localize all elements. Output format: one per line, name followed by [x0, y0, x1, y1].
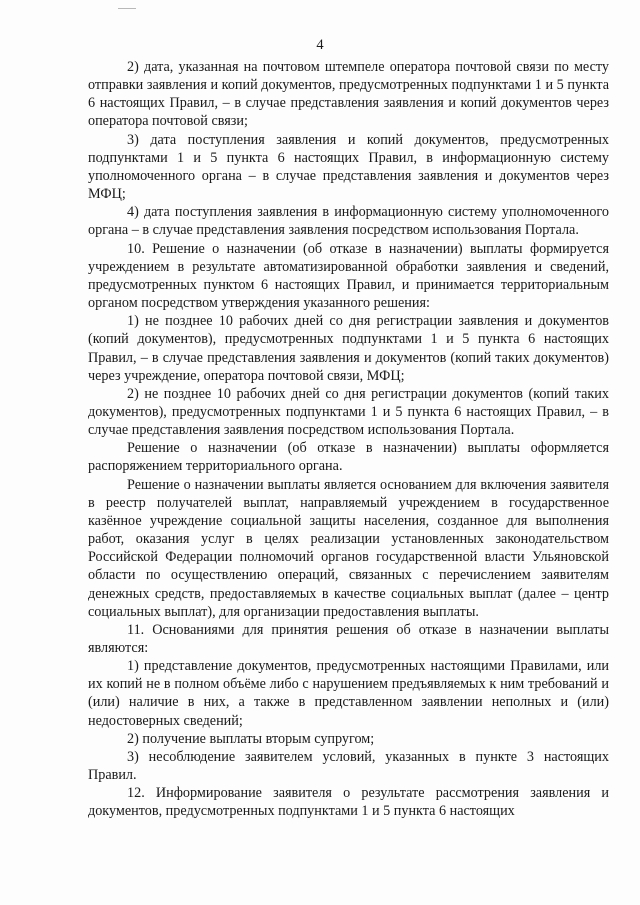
paragraph-decision-registry: Решение о назначении выплаты является основанием для включения заявителя в реестр получателей выплат, направляемый учреждением в государственное казённое учреждение социальной защиты населения, созданное для выполнения работ, оказания услуг в целях реализации установленных законодательством Российской Федерации полномочий органов государственной власти Ульяновской области по осуществлению операций, связанных с перечислением заявителям денежных средств, предоставляемых в качестве социальных выплат (далее – центр социальных выплат), для организации предоставления выплаты.	[88, 476, 609, 620]
paragraph-section-11-item-1: 1) представление документов, предусмотренных настоящими Правилами, или их копий не в полном объёме либо с нарушением предъявляемых к ним требований и (или) наличие в них, а также в представленном заявлении неполных и (или) недостоверных сведений;	[88, 658, 609, 729]
paragraph-item-3-mfc-date: 3) дата поступления заявления и копий документов, предусмотренных подпунктами 1 и 5 пункта 6 настоящих Правил, в информационную систему уполномоченного органа – в случае представления заявления и документов через МФЦ;	[88, 131, 609, 203]
page-number: 4	[316, 37, 324, 53]
paragraph-section-10-item-1: 1) не позднее 10 рабочих дней со дня регистрации заявления и документов (копий документов), предусмотренных подпунктами 1 и 5 пункта 6 настоящих Правил, – в случае представления заявления и документов (копий таких документов) через учреждение, оператора почтовой связи, МФЦ;	[88, 313, 609, 384]
scan-artifact-line	[118, 8, 136, 9]
paragraph-item-2-postmark-date: 2) дата, указанная на почтовом штемпеле оператора почтовой связи по месту отправки заявления и копий документов, предусмотренных подпунктами 1 и 5 пункта 6 настоящих Правил, – в случае представления заявления и копий документов через оператора почтовой связи;	[88, 59, 609, 130]
paragraph-section-12: 12. Информирование заявителя о результате рассмотрения заявления и документов, предусмотренных подпунктами 1 и 5 пункта 6 настоящих	[88, 785, 609, 820]
paragraph-item-4-portal-date: 4) дата поступления заявления в информационную систему уполномоченного органа – в случае представления заявления посредством использования Портала.	[88, 204, 609, 239]
paragraph-section-10-item-2: 2) не позднее 10 рабочих дней со дня регистрации документов (копий таких документов), предусмотренных подпунктами 1 и 5 пункта 6 настоящих Правил, – в случае представления заявления посредством использования Портала.	[88, 385, 609, 439]
paragraph-section-11-item-3: 3) несоблюдение заявителем условий, указанных в пункте 3 настоящих Правил.	[88, 748, 609, 784]
paragraph-section-11-item-2: 2) получение выплаты вторым супругом;	[127, 730, 375, 747]
paragraph-section-11: 11. Основаниями для принятия решения об отказе в назначении выплаты являются:	[88, 621, 609, 656]
paragraph-decision-order: Решение о назначении (об отказе в назначении) выплаты оформляется распоряжением территориального органа.	[88, 440, 609, 475]
paragraph-section-10: 10. Решение о назначении (об отказе в назначении) выплаты формируется учреждением в результате автоматизированной обработки заявления и сведений, предусмотренных пунктом 6 настоящих Правил, и принимается территориальным органом посредством утверждения указанного решения:	[88, 240, 609, 312]
document-body	[88, 58, 609, 821]
